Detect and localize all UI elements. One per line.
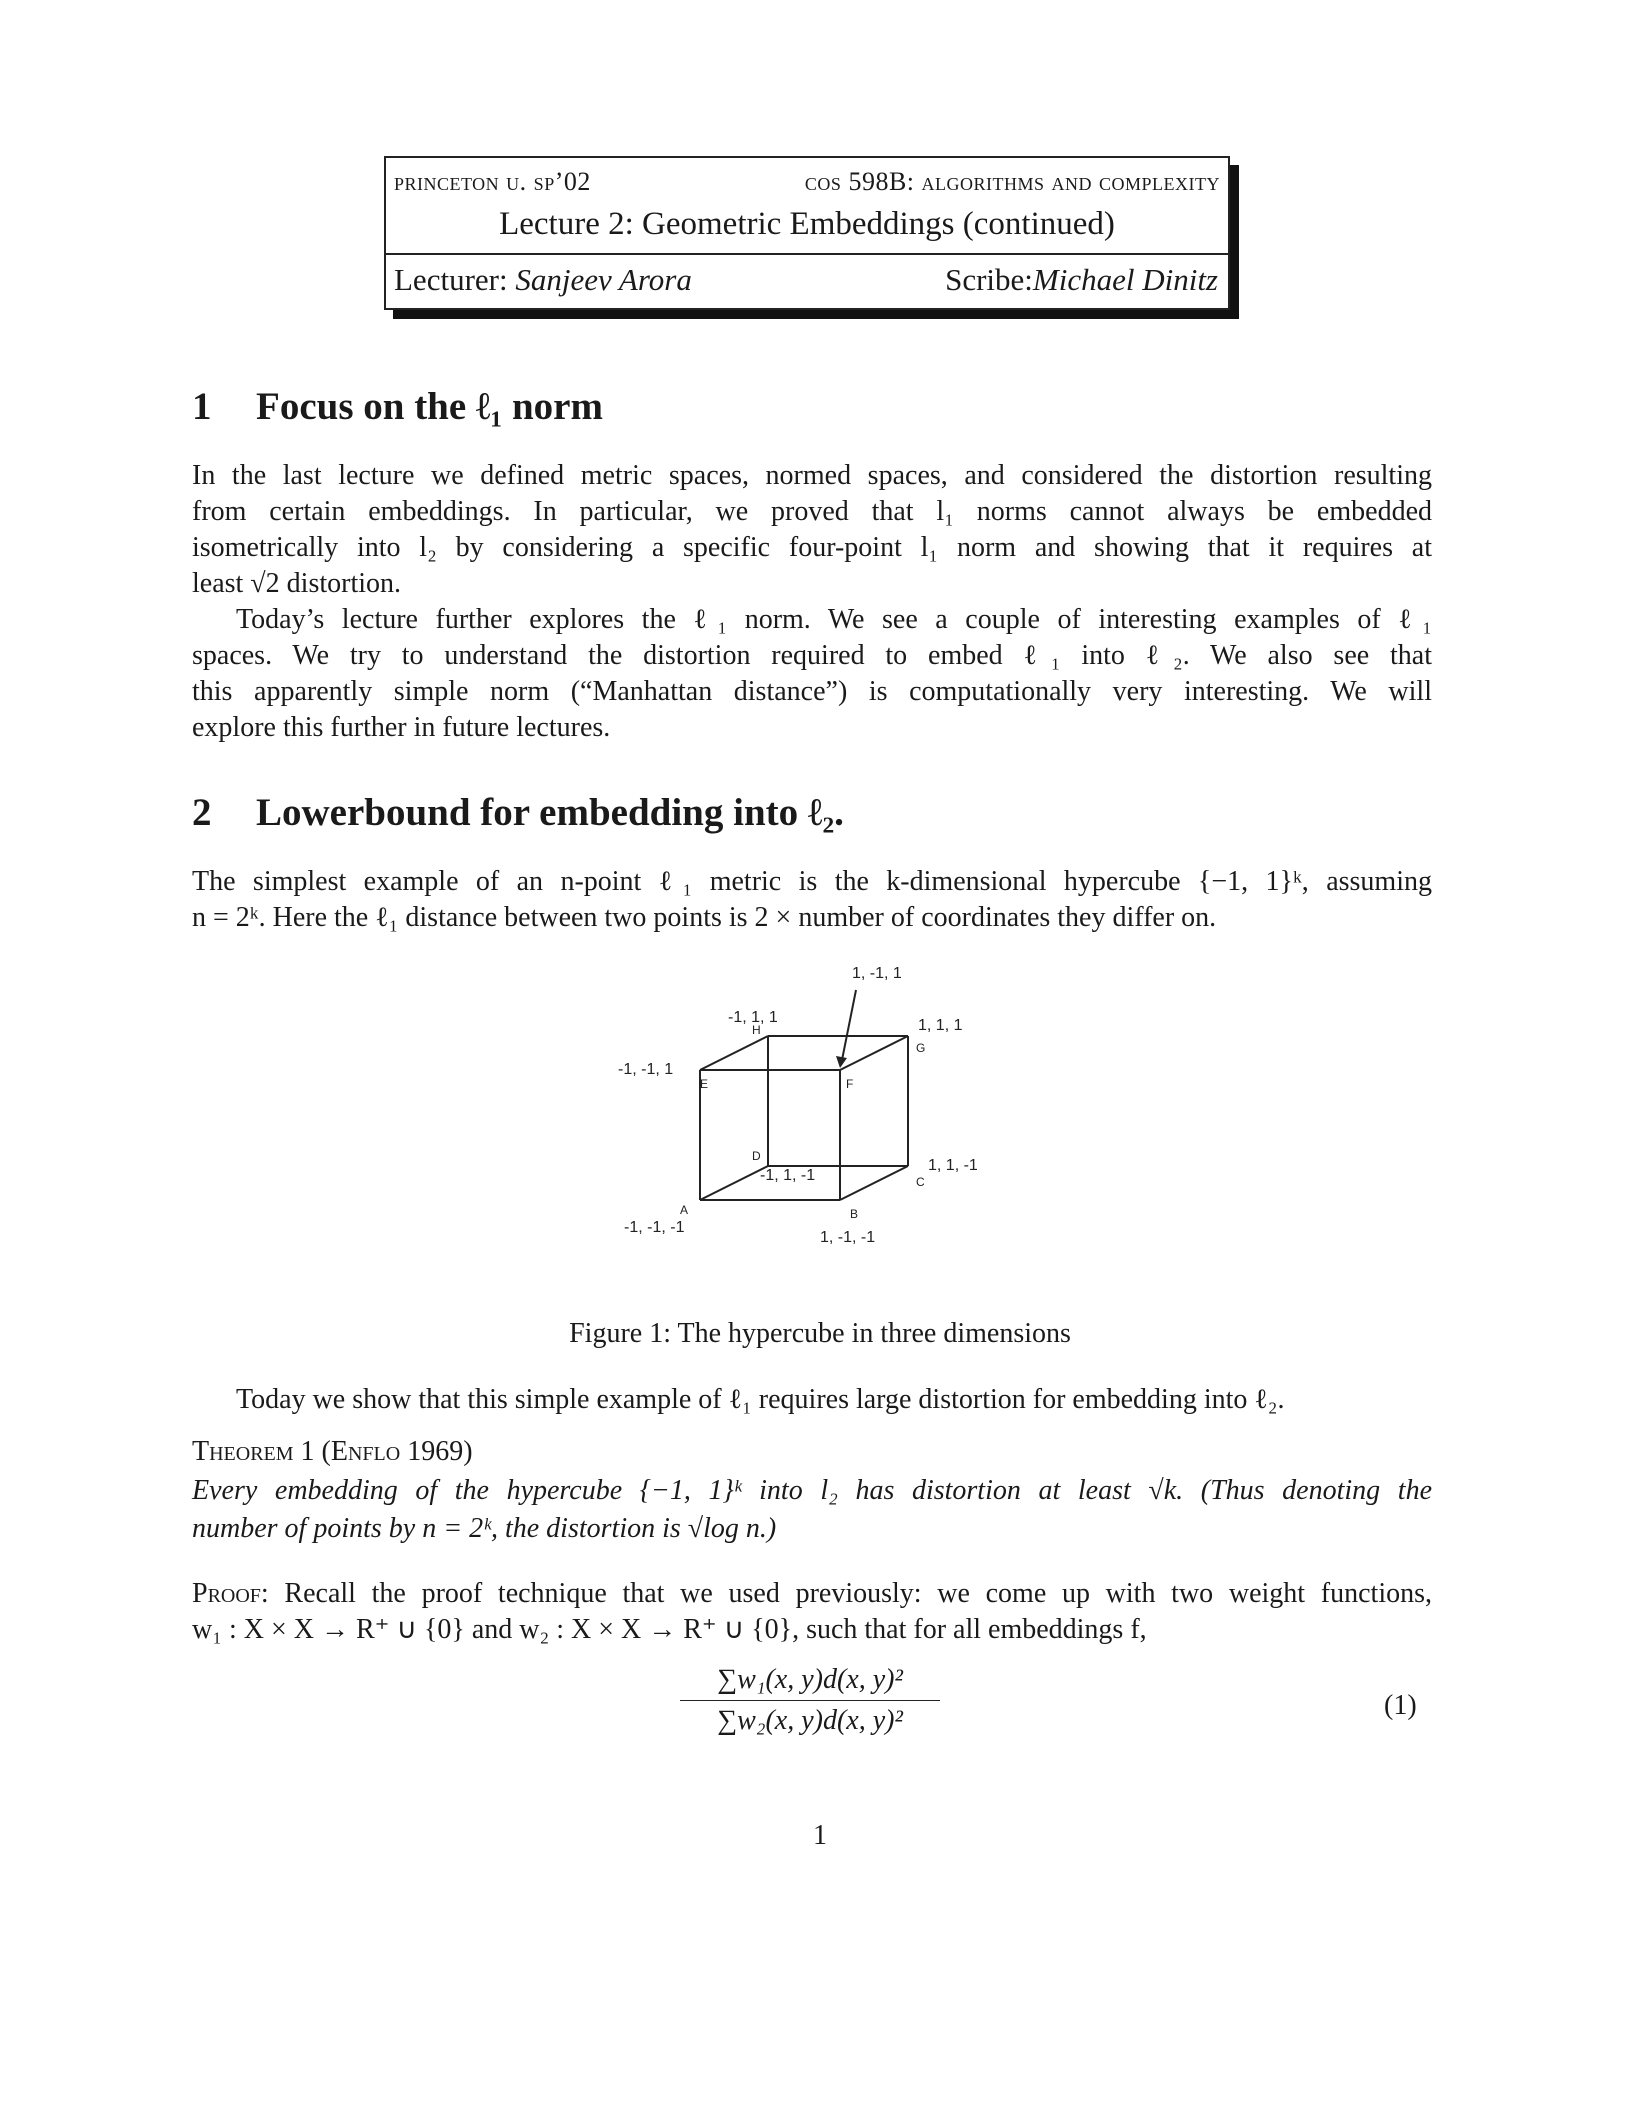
section-2-number: 2 <box>192 791 212 834</box>
text-line: this apparently simple norm (“Manhattan distance”) is computationally very interesting. We will <box>192 676 1432 707</box>
section-1-heading <box>192 384 603 429</box>
text-line: Today’s lecture further explores the ℓ₁ norm. We see a couple of interesting examples of ℓ₁ <box>236 604 1432 635</box>
text-line: explore this further in future lectures. <box>192 712 611 743</box>
scribe-name: Michael Dinitz <box>1032 262 1218 297</box>
coord-label-a: -1, -1, -1 <box>624 1219 685 1236</box>
equation-numerator: ∑w₁(x, y)d(x, y)² <box>717 1664 903 1695</box>
vertex-label-a: A <box>680 1203 689 1217</box>
vertex-label-f: F <box>846 1077 854 1091</box>
text-line: Today we show that this simple example of ℓ₁ requires large distortion for embedding into ℓ₂. <box>236 1384 1285 1415</box>
coord-label-f: 1, -1, 1 <box>852 965 902 982</box>
vertex-label-g: G <box>916 1041 926 1055</box>
header-bottom-row <box>394 258 1218 302</box>
institution-label: princeton u. sp’02 <box>394 167 591 196</box>
text-line: In the last lecture we defined metric spaces, normed spaces, and considered the distortion resulting <box>192 460 1432 491</box>
proof-paragraph <box>192 1576 1432 1648</box>
section-1-paragraph-2 <box>192 602 1432 746</box>
vertex-label-b: B <box>850 1207 859 1221</box>
scribe-label: Scribe: <box>945 262 1033 297</box>
text-line: least √2 distortion. <box>192 568 402 599</box>
equation-denominator: ∑w₂(x, y)d(x, y)² <box>717 1705 903 1736</box>
theorem-line: number of points by n = 2ᵏ, the distortion is √log n.) <box>192 1513 777 1544</box>
theorem-line: Every embedding of the hypercube {−1, 1}ᵏ into l₂ has distortion at least √k. (Thus denoting the <box>192 1475 1432 1506</box>
equation-1 <box>680 1664 940 1737</box>
equation-number: (1) <box>1384 1690 1417 1721</box>
coord-label-d: -1, 1, -1 <box>760 1167 816 1184</box>
text-line: The simplest example of an n-point ℓ₁ metric is the k-dimensional hypercube {−1, 1}ᵏ, assuming <box>192 866 1432 897</box>
coord-label-e: -1, -1, 1 <box>618 1061 674 1078</box>
section-1-paragraph-1 <box>192 458 1432 602</box>
section-2-paragraph-1 <box>192 864 1432 936</box>
header-divider <box>386 253 1228 255</box>
arrow-head-icon <box>836 1056 847 1068</box>
coord-label-h: -1, 1, 1 <box>728 1009 778 1026</box>
coord-label-g: 1, 1, 1 <box>918 1017 963 1034</box>
proof-line-1-text: Recall the proof technique that we used previously: we come up with two weight functions, <box>284 1578 1433 1609</box>
cube-edge-fg <box>840 1036 908 1070</box>
cube-edge-eh <box>700 1036 768 1070</box>
arrow-line <box>842 990 856 1060</box>
lecturer-field <box>394 262 692 298</box>
section-2-heading <box>192 790 844 835</box>
cube-edge-ad <box>700 1166 768 1200</box>
page-number: 1 <box>813 1820 827 1851</box>
text-line: n = 2ᵏ. Here the ℓ₁ distance between two points is 2 × number of coordinates they differ on. <box>192 902 1217 933</box>
lecturer-name: Sanjeev Arora <box>515 262 692 297</box>
proof-label: Proof: <box>192 1578 269 1609</box>
text-line: isometrically into l₂ by considering a specific four-point l₁ norm and showing that it requires at <box>192 532 1432 563</box>
text-line: from certain embeddings. In particular, we proved that l₁ norms cannot always be embedded <box>192 496 1432 527</box>
section-1-title: Focus on the ℓ₁ norm <box>256 385 603 428</box>
theorem-body <box>192 1472 1432 1548</box>
coord-label-c: 1, 1, -1 <box>928 1157 978 1174</box>
section-2-title: Lowerbound for embedding into ℓ₂. <box>256 791 844 834</box>
fraction-bar <box>680 1700 940 1701</box>
vertex-label-d: D <box>752 1149 761 1163</box>
proof-line: w₁ : X × X → R⁺ ∪ {0} and w₂ : X × X → R⁺ ∪ {0}, such that for all embeddings f, <box>192 1614 1147 1645</box>
header-top-row <box>394 164 1220 200</box>
figure-caption: Figure 1: The hypercube in three dimensions <box>569 1318 1071 1349</box>
section-2-paragraph-2 <box>192 1382 1432 1418</box>
vertex-label-e: E <box>700 1077 709 1091</box>
lecturer-label: Lecturer: <box>394 262 508 297</box>
scribe-field <box>945 262 1218 298</box>
hypercube-figure <box>600 960 1020 1260</box>
lecture-title: Lecture 2: Geometric Embeddings (continued) <box>499 206 1115 242</box>
vertex-label-h: H <box>752 1023 761 1037</box>
course-label: cos 598B: algorithms and complexity <box>804 167 1220 196</box>
proof-line <box>192 1576 1432 1612</box>
text-line: spaces. We try to understand the distortion required to embed ℓ₁ into ℓ₂. We also see that <box>192 640 1432 671</box>
theorem-heading: Theorem 1 (Enflo 1969) <box>192 1436 473 1467</box>
section-1-number: 1 <box>192 385 212 428</box>
vertex-label-c: C <box>916 1175 925 1189</box>
coord-label-b: 1, -1, -1 <box>820 1229 876 1246</box>
cube-edge-bc <box>840 1166 908 1200</box>
lecture-header-box <box>384 156 1230 310</box>
